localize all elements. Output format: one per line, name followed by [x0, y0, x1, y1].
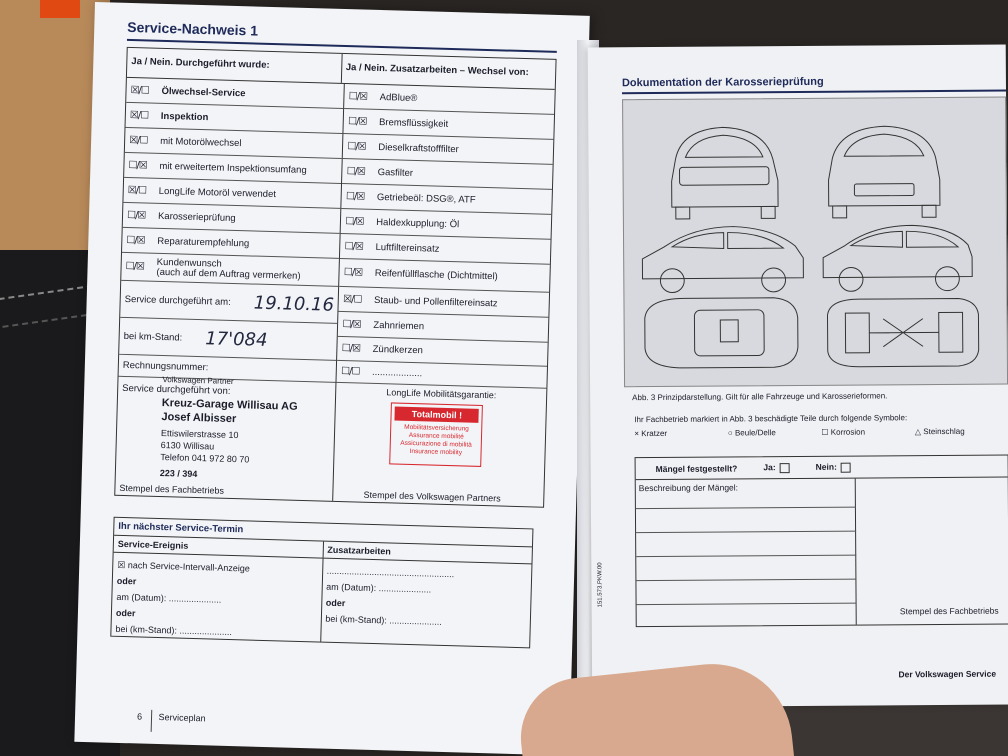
service-date-value[interactable]: 19.10.16 [253, 292, 335, 316]
checkbox-pair[interactable]: ☐/☒ [125, 260, 145, 273]
mobility-block [333, 383, 546, 507]
checkbox-pair[interactable]: ☐/☒ [345, 215, 364, 228]
performed-column [115, 78, 345, 501]
row-label: Zündkerzen [372, 343, 424, 357]
service-date-row [120, 281, 338, 324]
car-diagram [622, 97, 1008, 388]
footer-section: Serviceplan [158, 712, 206, 724]
row-label-note: (auch auf dem Auftrag vermerken) [156, 266, 301, 282]
invoice-label: Rechnungsnummer: [122, 359, 209, 374]
stamp-vw-label: Stempel des Volkswagen Partners [363, 489, 501, 504]
row-label: Luftfiltereinsatz [375, 241, 440, 255]
writing-line [637, 603, 857, 606]
row-label: Haldexkupplung: Öl [376, 216, 460, 230]
page-title: Dokumentation der Karosserieprüfung [621, 75, 824, 90]
damage-symbol-legend [634, 427, 1008, 439]
row-label: ................... [371, 366, 423, 380]
row-label: Bremsflüssigkeit [378, 116, 449, 130]
writing-line [636, 507, 856, 510]
additional-work-header: Zusatzarbeiten [323, 542, 532, 565]
defects-question: Mängel festgestellt? [655, 462, 738, 474]
checkbox-pair[interactable]: ☐/☒ [126, 234, 145, 246]
performed-by-label: Service durchgeführt von: [122, 382, 231, 397]
partner-street: Ettiswilerstrasse 10 [160, 428, 239, 441]
page-title: Service-Nachweis 1 [127, 18, 259, 39]
partner-phone: Telefon 041 972 80 70 [160, 452, 250, 465]
totalmobil-line: Mobilitätsversicherung [404, 423, 469, 433]
yes-label: Ja: [763, 462, 776, 473]
stone-chip-symbol: △ Steinschlag [914, 426, 965, 437]
partner-name: Kreuz-Garage Willisau AG [161, 397, 298, 413]
document-code: 151.573.PKW.00 [597, 562, 604, 608]
next-date-field[interactable]: am (Datum): ..................... [116, 591, 222, 605]
writing-line [636, 579, 856, 582]
checkbox-pair[interactable]: ☐/☒ [343, 267, 363, 279]
mobility-title: LongLife Mobilitätsgarantie: [386, 387, 497, 401]
checkbox-pair[interactable]: ☐/☒ [347, 115, 367, 128]
description-label: Beschreibung der Mängel: [638, 482, 739, 494]
next-km-field[interactable]: bei (km-Stand): ..................... [115, 623, 233, 638]
partner-small-label: Volkswagen Partner [162, 375, 234, 387]
checkbox-pair[interactable]: ☒/☐ [130, 84, 150, 97]
totalmobil-line: Assicurazione di mobilità [400, 439, 472, 449]
service-event-header: Service-Ereignis [114, 536, 323, 559]
row-label: Ölwechsel-Service [161, 85, 246, 99]
corrosion-symbol: ☐ Korrosion [821, 427, 866, 437]
defects-description-field[interactable] [636, 479, 857, 627]
no-checkbox[interactable] [841, 463, 851, 473]
checkbox-pair[interactable]: ☐/☒ [342, 318, 361, 331]
checkbox-pair[interactable]: ☐/☒ [344, 240, 364, 253]
additional-work-column [321, 542, 532, 648]
totalmobil-line: Insurance mobility [409, 447, 463, 457]
partner-contact: Josef Albisser [161, 411, 237, 426]
or-label: oder [325, 597, 346, 609]
service-event-column [111, 536, 323, 642]
checkbox-pair[interactable]: ☐/☒ [341, 343, 361, 355]
right-footer: Der Volkswagen Service [898, 668, 997, 680]
marks-intro: Ihr Fachbetrieb markiert in Abb. 3 beschädigte Teile durch folgende Symbole: [634, 413, 908, 425]
title-rule [622, 90, 1006, 94]
additional-column [333, 84, 554, 507]
partner-block [115, 377, 336, 501]
writing-line [636, 531, 856, 534]
or-label: oder [115, 607, 136, 619]
totalmobil-line: Assurance mobilité [408, 431, 464, 441]
row-label: Zahnriemen [373, 319, 425, 332]
car-outlines-icon [623, 98, 1007, 387]
row-label: Dieselkraftstofffilter [378, 141, 459, 155]
row-label: Kundenwunsch [156, 256, 222, 270]
checkbox-pair[interactable]: ☐/☒ [345, 190, 365, 203]
right-page [588, 45, 1008, 708]
checkbox-pair[interactable]: ☐/☒ [348, 90, 368, 103]
checkbox-pair[interactable]: ☒/☐ [342, 293, 362, 306]
stamp-partner-label: Stempel des Fachbetriebs [119, 482, 225, 496]
checkbox-pair[interactable]: ☐/☒ [126, 209, 146, 221]
dent-symbol: ○ Beule/Delle [727, 428, 776, 438]
km-label: bei km-Stand: [123, 330, 183, 344]
checkbox-pair[interactable]: ☒/☐ [129, 109, 149, 122]
next-service-title: Ihr nächster Service-Termin [114, 518, 532, 548]
page-number: 6 [136, 711, 143, 722]
row-label: mit Motorölwechsel [159, 135, 242, 149]
row-label: LongLife Motoröl verwendet [158, 185, 277, 200]
totalmobil-logo-text: Totalmobil ! [395, 407, 479, 423]
left-footer [137, 711, 220, 723]
next-km-field-2[interactable]: bei (km-Stand): ..................... [325, 613, 442, 627]
left-page [74, 2, 589, 756]
totalmobil-logo [390, 402, 484, 467]
header-performed: Ja / Nein. Durchgeführt wurde: [127, 48, 342, 83]
checkbox-pair[interactable]: ☒/☐ [127, 184, 147, 196]
row-label: Karosserieprüfung [157, 210, 236, 224]
figure-caption: Abb. 3 Prinzipdarstellung. Gilt für alle Fahrzeuge und Karosserieformen. [632, 391, 888, 403]
or-label: oder [116, 575, 137, 587]
row-label: Getriebeöl: DSG®, ATF [376, 191, 476, 206]
row-label: mit erweitertem Inspektionsumfang [159, 160, 307, 176]
row-label: Inspektion [160, 110, 209, 123]
checkbox-pair[interactable]: ☐/☐ [340, 366, 360, 378]
dotted-line[interactable]: ................................................... [326, 565, 455, 580]
scratch-symbol: × Kratzer [634, 428, 668, 439]
row-label: Reifenfüllflasche (Dichtmittel) [374, 267, 498, 283]
no-label: Nein: [815, 461, 837, 473]
writing-line [636, 555, 856, 558]
row-label: Reparaturempfehlung [157, 235, 250, 249]
interval-option[interactable]: ☒ nach Service-Intervall-Anzeige [117, 559, 251, 574]
partner-number: 223 / 394 [159, 467, 198, 480]
defects-box [635, 455, 1008, 628]
background-orange-strap [40, 0, 80, 18]
header-additional: Ja / Nein. Zusatzarbeiten – Wechsel von: [345, 62, 529, 79]
yes-checkbox[interactable] [780, 463, 790, 473]
service-table [114, 47, 556, 508]
km-value[interactable]: 17'084 [204, 327, 268, 351]
checkbox-pair[interactable]: ☐/☒ [128, 159, 147, 172]
row-label: Staub- und Pollenfiltereinsatz [373, 294, 498, 309]
checkbox-pair[interactable]: ☐/☒ [347, 140, 366, 153]
checkbox-pair[interactable]: ☒/☐ [129, 134, 148, 147]
km-row [119, 318, 337, 361]
next-service-table [110, 517, 533, 649]
service-date-label: Service durchgeführt am: [124, 293, 231, 308]
checkbox-pair[interactable]: ☐/☒ [346, 165, 366, 178]
row-label: AdBlue® [379, 91, 418, 104]
partner-city: 6130 Willisau [160, 440, 215, 452]
next-date-field-2[interactable]: am (Datum): ..................... [326, 581, 432, 595]
stamp-label: Stempel des Fachbetriebs [899, 605, 999, 617]
row-label: Gasfilter [377, 166, 414, 179]
defects-header [636, 456, 1008, 481]
